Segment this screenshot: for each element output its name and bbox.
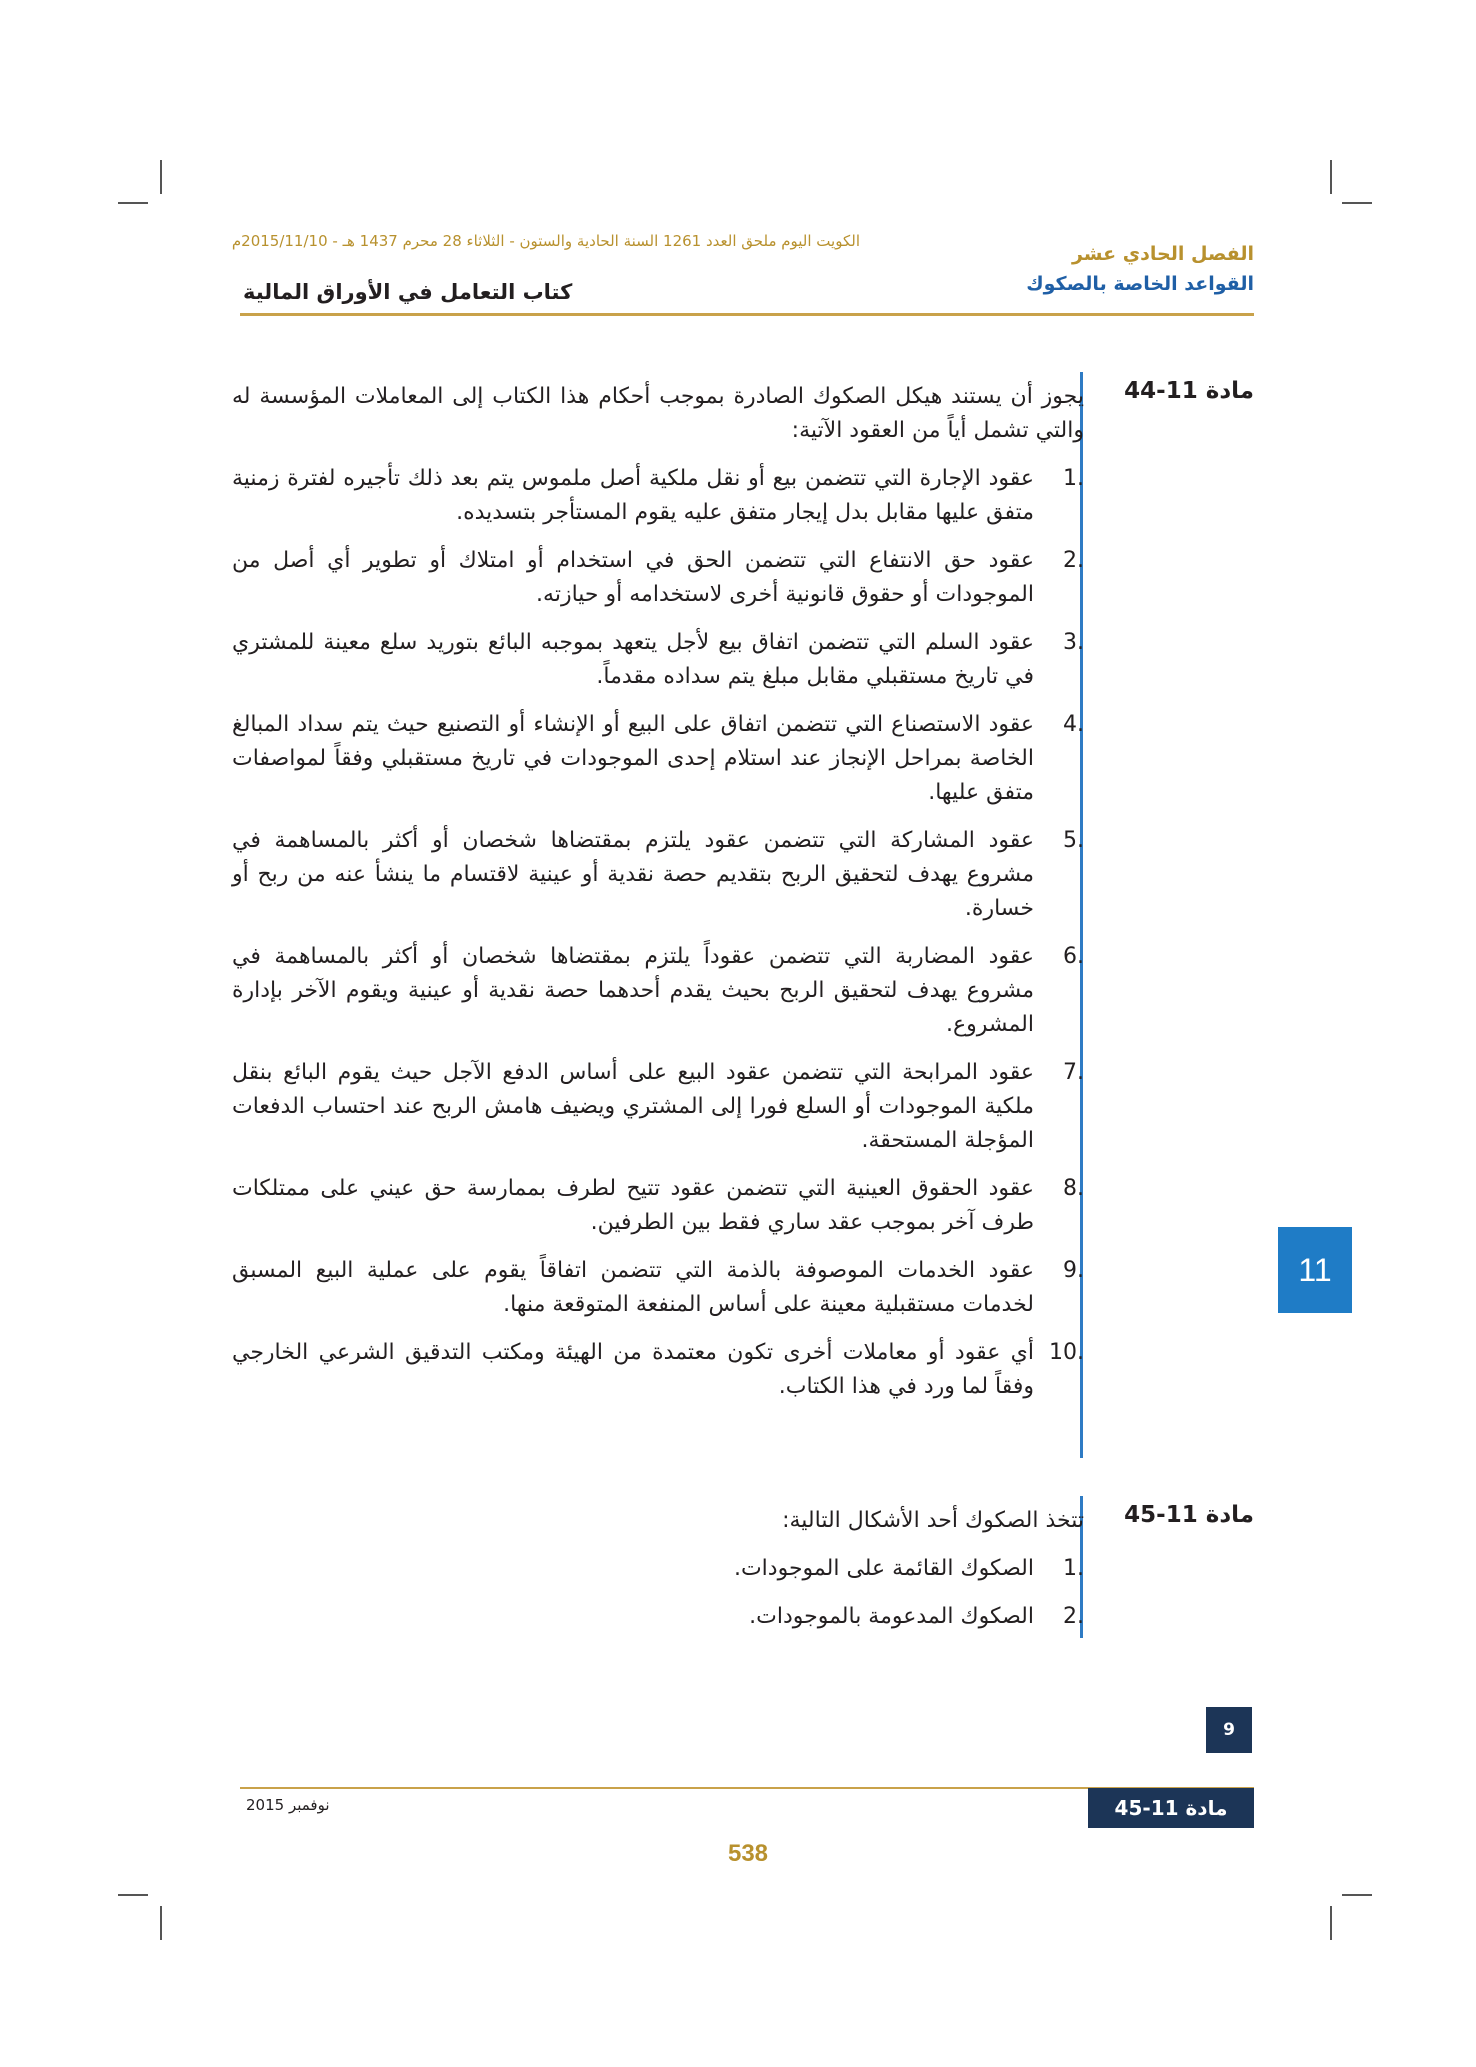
- item-number: 5.: [1063, 828, 1084, 853]
- list-item: [232, 1172, 1084, 1240]
- section-title: القواعد الخاصة بالصكوك: [1026, 273, 1254, 295]
- item-number: 6.: [1063, 944, 1084, 969]
- item-text: الصكوك القائمة على الموجودات.: [733, 1556, 1034, 1581]
- footer-article-label: مادة 11-45: [1088, 1788, 1254, 1828]
- item-text: عقود المرابحة التي تتضمن عقود البيع على أساس الدفع الآجل حيث يقوم البائع بنقل ملكية الموجودات أو السلع فورا إلى المشتري ويضيف هامش الربح عند احتساب الدفعات المؤجلة المستحقة.: [232, 1060, 1034, 1153]
- article-44-intro: يجوز أن يستند هيكل الصكوك الصادرة بموجب أحكام هذا الكتاب إلى المعاملات المؤسسة له والتي تشمل أياً من العقود الآتية:: [232, 384, 1084, 443]
- item-number: 2.: [1063, 548, 1084, 573]
- item-text: عقود المشاركة التي تتضمن عقود يلتزم بمقتضاها شخصان أو أكثر بالمساهمة في مشروع يهدف لتحقيق الربح بتقديم حصة نقدية أو عينية لاقتسام ما ينشأ عنه من ربح أو خسارة.: [232, 828, 1034, 921]
- item-number: 7.: [1063, 1060, 1084, 1085]
- crop-mark: [1330, 1906, 1332, 1940]
- item-number: 1.: [1063, 1556, 1084, 1581]
- item-text: أي عقود أو معاملات أخرى تكون معتمدة من الهيئة ومكتب التدقيق الشرعي الخارجي وفقاً لما ورد في هذا الكتاب.: [232, 1340, 1034, 1399]
- list-item: [232, 708, 1084, 810]
- item-number: 9.: [1063, 1258, 1084, 1283]
- item-text: عقود حق الانتفاع التي تتضمن الحق في استخدام أو امتلاك أو تطوير أي أصل من الموجودات أو حقوق قانونية أخرى لاستخدامه أو حيازته.: [232, 548, 1034, 607]
- article-label-45: مادة 11-45: [1124, 1502, 1254, 1528]
- item-text: عقود المضاربة التي تتضمن عقوداً يلتزم بمقتضاها شخصان أو أكثر بالمساهمة في مشروع يهدف لتحقيق الربح بحيث يقدم أحدهما حصة نقدية أو عينية ويقوم الآخر بإدارة المشروع.: [232, 944, 1034, 1037]
- list-item: [232, 1336, 1084, 1404]
- header-divider: [240, 313, 1254, 316]
- crop-mark: [1330, 160, 1332, 194]
- item-text: عقود الحقوق العينية التي تتضمن عقود تتيح لطرف بممارسة حق عيني على ممتلكات طرف آخر بموجب عقد ساري فقط بين الطرفين.: [232, 1176, 1034, 1235]
- item-number: 2.: [1063, 1604, 1084, 1629]
- item-number: 3.: [1063, 630, 1084, 655]
- gazette-reference: الكويت اليوم ملحق العدد 1261 السنة الحادية والستون - الثلاثاء 28 محرم 1437 هـ - 2015/11/10م: [231, 232, 860, 250]
- crop-mark: [118, 202, 148, 204]
- list-item: [232, 626, 1084, 694]
- list-item: [232, 824, 1084, 926]
- list-item: [232, 1254, 1084, 1322]
- chapter-title: الفصل الحادي عشر: [1071, 243, 1254, 265]
- footer-date: نوفمبر 2015: [246, 1796, 330, 1814]
- article-45-intro: تتخذ الصكوك أحد الأشكال التالية:: [782, 1508, 1084, 1533]
- article-45-body: [232, 1504, 1084, 1648]
- page-index-box: 9: [1206, 1707, 1252, 1753]
- crop-mark: [118, 1894, 148, 1896]
- item-number: 8.: [1063, 1176, 1084, 1201]
- item-number: 4.: [1063, 712, 1084, 737]
- article-label-44: مادة 11-44: [1124, 378, 1254, 404]
- crop-mark: [160, 160, 162, 194]
- item-text: الصكوك المدعومة بالموجودات.: [749, 1604, 1034, 1629]
- item-text: عقود السلم التي تتضمن اتفاق بيع لأجل يتعهد بموجبه البائع بتوريد سلع معينة للمشتري في تاريخ مستقبلي مقابل مبلغ يتم سداده مقدماً.: [232, 630, 1034, 689]
- item-number: 10.: [1049, 1340, 1084, 1365]
- list-item: [232, 940, 1084, 1042]
- list-item: [232, 1552, 1084, 1586]
- book-title: كتاب التعامل في الأوراق المالية: [243, 280, 573, 304]
- item-text: عقود الاستصناع التي تتضمن اتفاق على البيع أو الإنشاء أو التصنيع حيث يتم سداد المبالغ الخاصة بمراحل الإنجاز عند استلام إحدى الموجودات في تاريخ مستقبلي وفقاً لمواصفات متفق عليها.: [232, 712, 1034, 805]
- list-item: [232, 544, 1084, 612]
- list-item: [232, 1600, 1084, 1634]
- crop-mark: [160, 1906, 162, 1940]
- page-number: 538: [727, 1840, 769, 1867]
- item-text: عقود الإجارة التي تتضمن بيع أو نقل ملكية أصل ملموس يتم بعد ذلك تأجيره لفترة زمنية متفق عليها مقابل بدل إيجار متفق عليه يقوم المستأجر بتسديده.: [232, 466, 1034, 525]
- chapter-tab: 11: [1278, 1227, 1352, 1313]
- crop-mark: [1342, 1894, 1372, 1896]
- list-item: [232, 1056, 1084, 1158]
- article-44-body: [232, 380, 1084, 1418]
- item-number: 1.: [1063, 466, 1084, 491]
- crop-mark: [1342, 202, 1372, 204]
- item-text: عقود الخدمات الموصوفة بالذمة التي تتضمن اتفاقاً يقوم على عملية البيع المسبق لخدمات مستقبلية معينة على أساس المنفعة المتوقعة منها.: [232, 1258, 1034, 1317]
- list-item: [232, 462, 1084, 530]
